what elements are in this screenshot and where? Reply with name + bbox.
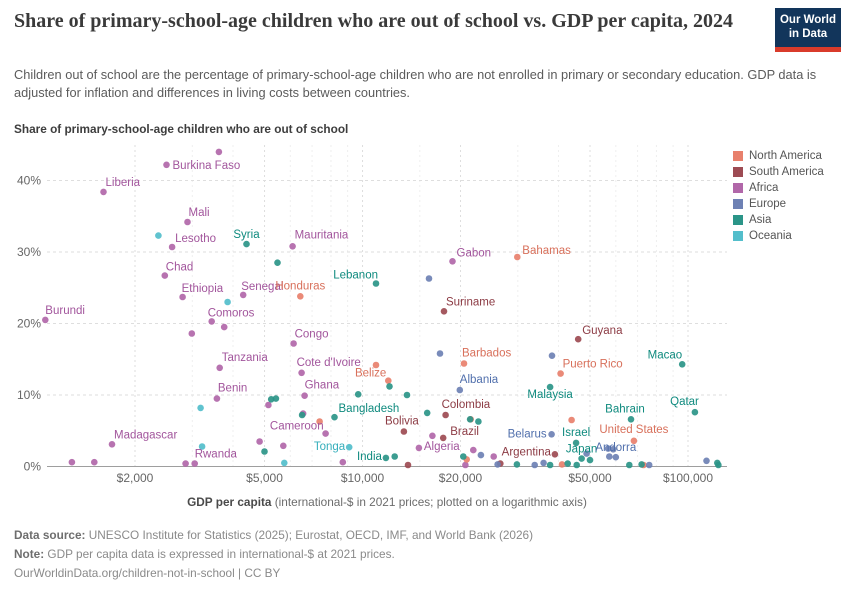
data-point-belarus[interactable] <box>548 431 555 438</box>
x-axis-title <box>47 495 727 509</box>
legend-swatch-icon <box>733 183 743 193</box>
legend-item-europe[interactable] <box>733 198 824 210</box>
owid-logo-line2: in Data <box>788 28 828 41</box>
data-point[interactable] <box>256 438 263 445</box>
point-label: Malaysia <box>527 389 573 402</box>
data-point-albania[interactable] <box>457 387 464 394</box>
data-point[interactable] <box>549 352 556 359</box>
point-label: India <box>356 450 382 463</box>
data-point-liberia[interactable] <box>100 189 107 196</box>
owid-logo-line1: Our World <box>779 14 836 26</box>
point-label: Bangladesh <box>338 403 400 416</box>
point-label: Israel <box>562 426 591 439</box>
data-point[interactable] <box>355 391 362 398</box>
x-tick-label: $5,000 <box>246 471 283 485</box>
data-point-guyana[interactable] <box>575 336 582 343</box>
point-label: Syria <box>233 229 260 242</box>
point-label: Honduras <box>275 280 326 293</box>
data-point[interactable] <box>216 149 223 156</box>
point-label: Chad <box>165 261 194 274</box>
point-label: Rwanda <box>194 448 237 461</box>
point-label: Ghana <box>304 379 340 392</box>
data-point[interactable] <box>437 350 444 357</box>
point-label: Suriname <box>446 296 496 309</box>
point-label: Albania <box>459 374 499 386</box>
data-point[interactable] <box>426 275 433 282</box>
continent-legend <box>733 150 824 246</box>
data-point-argentina[interactable] <box>552 451 559 458</box>
data-point-algeria[interactable] <box>416 445 423 452</box>
legend-swatch-icon <box>733 167 743 177</box>
point-label: Qatar <box>670 396 699 409</box>
x-tick-label: $100,000 <box>662 471 714 485</box>
point-label: Lebanon <box>333 269 378 282</box>
legend-swatch-icon <box>733 215 743 225</box>
legend-item-africa[interactable] <box>733 182 824 194</box>
point-label: Mali <box>188 207 210 219</box>
data-point[interactable] <box>494 461 501 468</box>
data-point[interactable] <box>274 259 281 266</box>
point-label: Macao <box>647 349 683 362</box>
data-point[interactable] <box>703 458 710 465</box>
legend-label: Oceania <box>749 230 792 242</box>
page-title: Share of primary-school-age children who are out of school vs. GDP per capita, 2024 <box>14 10 734 32</box>
data-point[interactable] <box>299 412 306 419</box>
legend-swatch-icon <box>733 199 743 209</box>
data-point-tonga[interactable] <box>346 444 353 451</box>
data-point[interactable] <box>261 448 268 455</box>
point-label: Belarus <box>507 428 547 441</box>
point-label: Lesotho <box>175 233 217 245</box>
data-point-congo[interactable] <box>290 340 297 347</box>
data-point[interactable] <box>273 395 280 402</box>
data-point[interactable] <box>281 460 288 467</box>
x-tick-label: $50,000 <box>568 471 612 485</box>
data-point[interactable] <box>424 410 431 417</box>
data-point[interactable] <box>69 459 76 466</box>
data-point-gabon[interactable] <box>449 258 456 265</box>
data-point-burundi[interactable] <box>42 317 49 324</box>
data-point[interactable] <box>715 462 722 469</box>
data-point-ghana[interactable] <box>301 392 308 399</box>
data-point[interactable] <box>391 453 398 460</box>
data-point-rwanda[interactable] <box>191 460 198 467</box>
data-point[interactable] <box>189 330 196 337</box>
data-point[interactable] <box>404 392 411 399</box>
point-label: Bahrain <box>605 403 645 416</box>
point-label: Madagascar <box>114 429 178 442</box>
legend-item-south-america[interactable] <box>733 166 824 178</box>
point-label: Cote d'Ivoire <box>296 356 361 369</box>
data-point-bahamas[interactable] <box>514 254 521 261</box>
point-label: Mauritania <box>294 229 349 242</box>
point-label: Congo <box>294 328 329 341</box>
data-point-qatar[interactable] <box>692 409 699 416</box>
data-point[interactable] <box>340 459 347 466</box>
chart-subtitle: Children out of school are the percentage of primary-school-age children who are not enrolled in primary or secondary education. GDP data is adjusted for inflation and differences in living costs between countries. <box>14 67 817 100</box>
x-axis-title-bold: GDP per capita <box>187 495 272 509</box>
data-point-japan[interactable] <box>578 455 585 462</box>
data-point[interactable] <box>573 462 580 469</box>
data-point[interactable] <box>280 443 287 450</box>
y-tick-label: 40% <box>16 173 41 188</box>
data-point[interactable] <box>460 453 467 460</box>
data-point[interactable] <box>429 433 436 440</box>
point-label: Gabon <box>456 247 492 260</box>
legend-swatch-icon <box>733 231 743 241</box>
data-point[interactable] <box>221 324 228 331</box>
point-label: Andorra <box>595 442 637 455</box>
data-point[interactable] <box>531 462 538 469</box>
point-label: Burkina Faso <box>172 159 241 172</box>
data-point[interactable] <box>91 459 98 466</box>
data-point-bangladesh[interactable] <box>331 414 338 421</box>
data-point[interactable] <box>155 232 162 239</box>
data-point[interactable] <box>462 462 469 469</box>
data-point-honduras[interactable] <box>297 293 304 300</box>
data-point-macao[interactable] <box>679 361 686 368</box>
note-line <box>14 545 834 564</box>
point-label: Liberia <box>105 176 141 189</box>
data-point[interactable] <box>626 462 633 469</box>
point-label: Tonga <box>313 441 346 454</box>
data-point-bahrain[interactable] <box>628 416 635 423</box>
data-point[interactable] <box>405 462 412 469</box>
data-point-colombia[interactable] <box>442 412 449 419</box>
point-label: Argentina <box>501 446 551 459</box>
y-tick-label: 0% <box>23 459 41 474</box>
legend-label: Asia <box>749 214 772 226</box>
point-label: Algeria <box>423 440 460 453</box>
data-point[interactable] <box>478 452 485 459</box>
legend-swatch-icon <box>733 151 743 161</box>
data-point[interactable] <box>638 461 645 468</box>
data-point-bolivia[interactable] <box>401 428 408 435</box>
data-source-text: UNESCO Institute for Statistics (2025); Eurostat, OECD, IMF, and World Bank (2026) <box>85 528 534 542</box>
y-tick-label: 20% <box>16 316 41 331</box>
data-point[interactable] <box>467 416 474 423</box>
data-point[interactable] <box>514 461 521 468</box>
point-label: Cameroon <box>269 420 324 433</box>
data-point[interactable] <box>224 299 231 306</box>
y-axis-title: Share of primary-school-age children who are out of school <box>14 122 349 136</box>
data-point-suriname[interactable] <box>441 308 448 315</box>
data-point[interactable] <box>490 453 497 460</box>
data-point[interactable] <box>470 447 477 454</box>
data-point-cote-d-ivoire[interactable] <box>298 370 305 377</box>
point-label: Belize <box>354 367 387 380</box>
data-point-tanzania[interactable] <box>216 365 223 372</box>
point-label: Guyana <box>582 325 623 338</box>
x-axis-title-rest: (international-$ in 2021 prices; plotted on a logarithmic axis) <box>271 495 587 509</box>
legend-label: South America <box>749 166 824 178</box>
cc-by-line[interactable]: OurWorldinData.org/children-not-in-school | CC BY <box>14 566 281 581</box>
chart-footer <box>14 526 834 583</box>
data-point[interactable] <box>568 417 575 424</box>
data-point-barbados[interactable] <box>461 360 468 367</box>
point-label: Puerto Rico <box>562 358 623 371</box>
data-point-syria[interactable] <box>243 241 250 248</box>
point-label: Colombia <box>441 399 491 411</box>
data-point-mali[interactable] <box>184 219 191 226</box>
point-label: Bolivia <box>384 415 419 428</box>
legend-item-asia[interactable] <box>733 214 824 226</box>
point-label: Benin <box>217 382 248 395</box>
data-point-andorra[interactable] <box>613 454 620 461</box>
legend-label: Africa <box>749 182 779 194</box>
data-point-madagascar[interactable] <box>109 441 116 448</box>
data-source-line <box>14 526 834 545</box>
data-point[interactable] <box>564 460 571 467</box>
data-point[interactable] <box>265 402 272 409</box>
point-label: Bahamas <box>522 245 571 257</box>
data-source-label: Data source: <box>14 528 86 542</box>
point-label: Barbados <box>462 347 512 360</box>
point-label: Burundi <box>45 304 85 317</box>
data-point[interactable] <box>182 460 189 467</box>
data-point[interactable] <box>475 418 482 425</box>
point-label: Senegal <box>241 280 284 293</box>
x-tick-label: $20,000 <box>438 471 483 485</box>
data-point-india[interactable] <box>383 455 390 462</box>
data-point[interactable] <box>587 457 594 464</box>
data-point[interactable] <box>197 405 204 412</box>
legend-item-oceania[interactable] <box>733 230 824 242</box>
point-label: Ethiopia <box>181 283 224 295</box>
point-label: Brazil <box>450 425 479 438</box>
point-label: Tanzania <box>221 351 268 364</box>
point-label: Comoros <box>207 307 255 320</box>
data-point-puerto-rico[interactable] <box>557 370 564 377</box>
data-point-mauritania[interactable] <box>289 243 296 250</box>
y-tick-label: 10% <box>16 388 41 402</box>
legend-item-north-america[interactable] <box>733 150 824 162</box>
data-point[interactable] <box>386 383 393 390</box>
point-label: United States <box>599 423 669 436</box>
point-label: Japan <box>565 443 598 456</box>
data-point[interactable] <box>646 462 653 469</box>
legend-label: Europe <box>749 198 787 210</box>
data-point-burkina-faso[interactable] <box>163 162 170 169</box>
data-point-benin[interactable] <box>214 395 221 402</box>
x-tick-label: $2,000 <box>116 471 154 485</box>
data-point[interactable] <box>559 461 566 468</box>
note-text: GDP per capita data is expressed in international-$ at 2021 prices. <box>44 547 395 562</box>
x-tick-label: $10,000 <box>340 471 385 485</box>
note-label: Note: <box>14 547 45 562</box>
data-point[interactable] <box>540 460 547 467</box>
y-tick-label: 30% <box>16 245 41 259</box>
legend-label: North America <box>749 150 822 162</box>
data-point[interactable] <box>547 462 554 469</box>
